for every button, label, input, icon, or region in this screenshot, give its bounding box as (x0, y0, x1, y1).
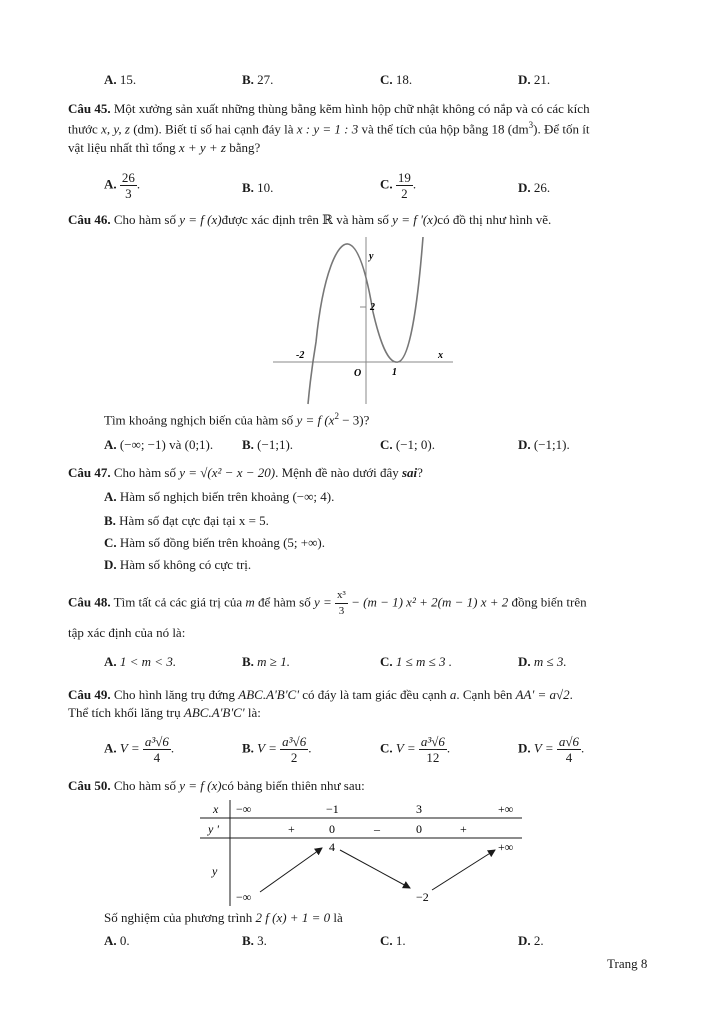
q45-option-b: B. 10. (242, 180, 274, 195)
q47-option-b: B. Hàm số đạt cực đại tại x = 5. (104, 513, 269, 528)
q45-option-c: C. $\frac{19}{2}$ . (380, 170, 417, 201)
q49-line1: Câu 49. Cho hình lăng trụ đứng ABC.A'B'C' có đáy là tam giác đều cạnh a. Cạnh bên AA' = a√2. (68, 687, 573, 702)
table-x-label: x (213, 802, 219, 816)
q44-option-c: C. 18. (380, 72, 413, 87)
sign-zero-2: 0 (416, 822, 422, 836)
q45-line2: thước x, y, z (dm). Biết tỉ số hai cạnh đáy là x : y = 1 : 3 và thể tích của hộp bằng 18 $(dm^3)$. Để tốn ít (68, 120, 590, 137)
q47-option-c: C. Hàm số đồng biến trên khoảng (5; +∞). (104, 535, 325, 550)
q49-option-a: A. V = $\frac{\text{a³√6}}{4}$ . (104, 734, 175, 765)
sign-2: – (374, 822, 380, 836)
q46-line1: Câu 46. Cho hàm số y = f (x)được xác định trên ℝ và hàm số y = f '(x)có đồ thị như hình vẽ. (68, 212, 552, 227)
tick-neg2-label: -2 (296, 350, 305, 361)
q50-option-d: D. 2. (518, 933, 544, 948)
origin-label: O (354, 368, 362, 379)
table-y-label: y (212, 864, 218, 878)
q44-option-d: D. 21. (518, 72, 551, 87)
q47-option-d: D. Hàm số không có cực trị. (104, 557, 252, 572)
q50-option-b: B. 3. (242, 933, 267, 948)
q46-ask: Tìm khoảng nghịch biến của hàm số y = f $(x^2 - 3)$? (104, 411, 370, 428)
q49-option-c: C. V = $\frac{\text{a³√6}}{12}$ . (380, 734, 451, 765)
q46-option-c: C. (−1; 0). (380, 437, 435, 452)
q45-line3: vật liệu nhất thì tổng x + y + z bằng? (68, 140, 261, 155)
derivative-graph (268, 232, 458, 407)
q50-ask: Số nghiệm của phương trình 2 f (x) + 1 = 0 là (104, 910, 343, 925)
y-axis-label: y (369, 251, 374, 262)
x-val-pos-inf: +∞ (498, 802, 514, 816)
q44-option-b: B. 27. (242, 72, 274, 87)
x-val-neg-inf: −∞ (236, 802, 252, 816)
tick-1-label: 1 (392, 367, 397, 378)
q50-line1: Câu 50. Cho hàm số y = f (x)có bảng biến thiên như sau: (68, 778, 365, 793)
y-val-neg2: −2 (416, 890, 429, 904)
q45-line1: Câu 45. Một xưởng sản xuất những thùng bằng kẽm hình hộp chữ nhật không có nắp và có các kích (68, 101, 590, 116)
x-axis-label: x (438, 350, 443, 361)
q49-option-d: D. V = $\frac{a√6}{4}$ . (518, 734, 585, 765)
q46-option-a: A. (−∞; −1) và (0;1). (104, 437, 214, 452)
q46-option-d: D. (−1;1). (518, 437, 570, 452)
q50-option-c: C. 1. (380, 933, 406, 948)
x-val-3: 3 (416, 802, 422, 816)
q48-option-b: B. m ≥ 1. (242, 654, 290, 669)
arrow-up-1 (260, 848, 322, 892)
q44-option-a: A. 15. (104, 72, 137, 87)
sign-1: + (288, 822, 295, 836)
q47-line1: Câu 47. Cho hàm số y = √(x² − x − 20). Mệnh đề nào dưới đây sai? (68, 465, 423, 480)
x-val-neg1: −1 (326, 802, 339, 816)
y-val-neg-inf: −∞ (236, 890, 252, 904)
arrow-up-2 (432, 850, 495, 890)
tick-2-label: 2 (370, 302, 375, 313)
y-val-4: 4 (329, 840, 335, 854)
q48-line2: tập xác định của nó là: (68, 625, 186, 640)
q49-option-b: B. V = $\frac{\text{a³√6}}{2}$ . (242, 734, 312, 765)
table-yprime-label: y ' (208, 822, 219, 836)
q45-option-a: A. $\frac{26}{3}$ . (104, 170, 141, 201)
page-number: Trang 8 (607, 956, 648, 971)
q48-option-c: C. 1 ≤ m ≤ 3 . (380, 654, 453, 669)
arrow-down (340, 850, 410, 888)
q46-option-b: B. (−1;1). (242, 437, 294, 452)
q48-option-a: A. 1 < m < 3. (104, 654, 177, 669)
q50-option-a: A. 0. (104, 933, 130, 948)
q48-option-d: D. m ≤ 3. (518, 654, 567, 669)
q49-line2: Thể tích khối lăng trụ ABC.A'B'C' là: (68, 705, 261, 720)
q47-option-a: A. Hàm số nghịch biến trên khoảng (−∞; 4). (104, 489, 335, 504)
variation-table (200, 798, 525, 908)
sign-zero-1: 0 (329, 822, 335, 836)
q45-option-d: D. 26. (518, 180, 551, 195)
sign-3: + (460, 822, 467, 836)
y-val-pos-inf: +∞ (498, 840, 514, 854)
q48-line1: Câu 48. Tìm tất cả các giá trị của m để hàm số y = $\frac{\text{x³}}{3}$ − (m − 1) x² + 2(m − 1) x + 2 đồng biến trên (68, 589, 587, 617)
